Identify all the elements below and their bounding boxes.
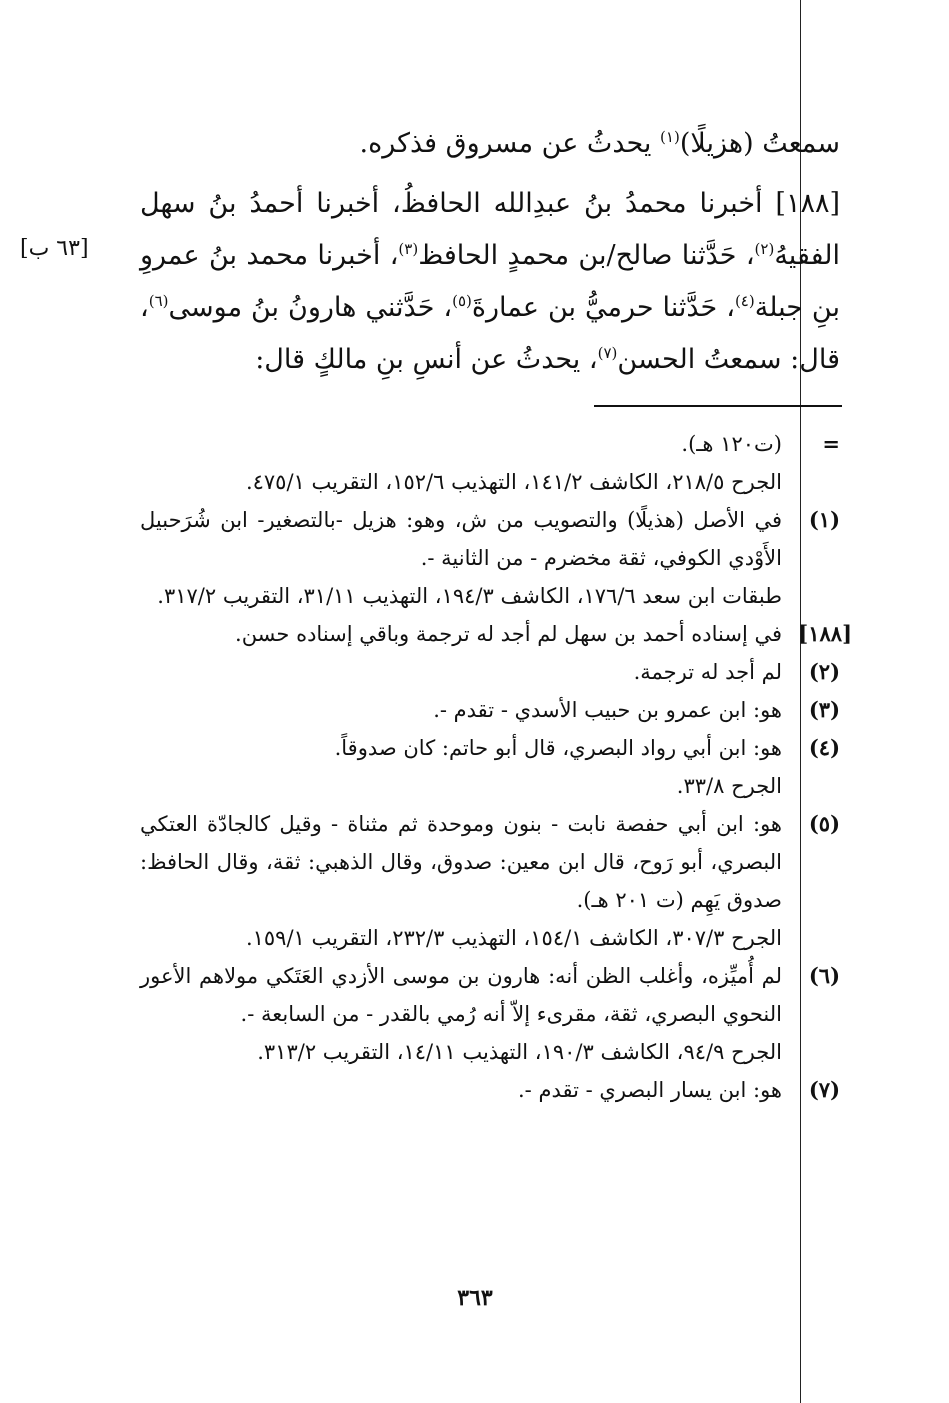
text-line-opening (140, 118, 840, 170)
text-segment: ، حَدَّثني هارونُ بنُ موسى (168, 292, 453, 323)
footnote-continuation (140, 425, 840, 501)
footnote-3 (140, 691, 840, 729)
footnote-2 (140, 653, 840, 691)
footnote-mark: (٣) (808, 697, 840, 722)
text-segment: يحدثُ عن مسروق فذكره. (359, 128, 661, 159)
footnote-mark: (٢) (808, 659, 840, 684)
footnote-188 (140, 615, 852, 653)
footnote-5 (140, 805, 840, 957)
footnote-text: هو: ابن عمرو بن حبيب الأسدي - تقدم -. (433, 698, 782, 722)
footnote-4 (140, 729, 840, 805)
text-segment: [١٨٨] أخبرنا محمدُ بنُ عبدِالله الحافظُ، أخبرنا أحمدُ بنُ سهل الفقيهُ (140, 188, 840, 271)
text-segment: ، حَدَّثنا حرميُّ بن عمارةَ (471, 292, 735, 323)
footnote-mark: (٤) (808, 735, 840, 760)
footnote-text: (ت١٢٠ هـ). (681, 432, 782, 456)
footnotes (140, 425, 852, 1109)
page-number: ٣٦٣ (457, 1285, 493, 1311)
footnote-ref: (٤) (734, 292, 755, 310)
footnote-ref: (٣) (398, 240, 419, 258)
text-segment: ، أخبرنا محمد بنُ عمروِ بنِ جبلة (140, 240, 840, 323)
footnote-text: هو: ابن أبي رواد البصري، قال أبو حاتم: كان صدوقاً. (334, 736, 782, 760)
footnote-ref: (٥) (452, 292, 472, 310)
footnote-text: في إسناده أحمد بن سهل لم أجد له ترجمة وباقي إسناده حسن. (235, 622, 782, 646)
footnote-mark: (١) (808, 507, 840, 532)
text-segment: ، حَدَّثنا صالح/بن محمدٍ الحافظ (418, 240, 755, 271)
footnote-text: في الأصل (هذيلًا) والتصويب من ش، وهو: هزيل -بالتصغير- ابن شُرَحبيل الأَوْدي الكوفي، ثقة مخضرم - من الثانية -. (140, 508, 782, 570)
text-segment: ، قال: سمعتُ الحسن (140, 292, 840, 375)
footnote-ref: (٢) (754, 240, 775, 258)
margin-folio-note: [٦٣ ب] (20, 236, 89, 261)
footnote-ref: (٦) (148, 292, 169, 310)
footnote-ref: (٧) (597, 344, 618, 362)
footnote-mark: = (822, 431, 840, 456)
footnote-mark: [١٨٨] (798, 621, 852, 646)
footnote-mark: (٥) (808, 811, 840, 836)
paragraph-188 (140, 178, 840, 386)
main-text (140, 118, 840, 394)
text-segment: سمعتُ (هزيلًا) (679, 128, 840, 159)
footnote-text: هو: ابن أبي حفصة نابت - بنون وموحدة ثم مثناة - وقيل كالجادّة العتكي البصري، أبو رَوح، قال ابن معين: صدوق، وقال الذهبي: ثقة، وقال الحافظ: صدوق يَهِم (ت ٢٠١ هـ). (140, 812, 782, 912)
footnote-text: الجرح ٣٠٧/٣، الكاشف ١٥٤/١، التهذيب ٢٣٢/٣، التقريب ١٥٩/١. (245, 926, 782, 950)
footnote-7 (140, 1071, 840, 1109)
footnote-mark: (٧) (808, 1077, 840, 1102)
footnote-1 (140, 501, 840, 615)
footnote-text: الجرح ٩٤/٩، الكاشف ١٩٠/٣، التهذيب ١٤/١١، التقريب ٣١٣/٢. (257, 1040, 782, 1064)
footnote-text: هو: ابن يسار البصري - تقدم -. (518, 1078, 782, 1102)
footnote-mark: (٦) (808, 963, 840, 988)
footnote-text: لم أجد له ترجمة. (633, 660, 782, 684)
text-segment: ، يحدثُ عن أنسِ بنِ مالكٍ قال: (255, 344, 598, 375)
footnote-6 (140, 957, 840, 1071)
footnote-separator (594, 405, 842, 407)
footnote-ref: (١) (660, 128, 680, 146)
footnote-text: الجرح ٣٣/٨. (676, 774, 782, 798)
footnote-text: لم أُميِّزه، وأغلب الظن أنه: هارون بن موسى الأزدي العَتَكي مولاهم الأعور النحوي البصري، ثقة، مقرىء إلاّ أنه رُمي بالقدر - من السابعة -. (140, 964, 782, 1026)
footnote-text: طبقات ابن سعد ١٧٦/٦، الكاشف ١٩٤/٣، التهذيب ٣١/١١، التقريب ٣١٧/٢. (157, 584, 782, 608)
footnote-text: الجرح ٢١٨/٥، الكاشف ١٤١/٢، التهذيب ١٥٢/٦، التقريب ٤٧٥/١. (245, 470, 782, 494)
